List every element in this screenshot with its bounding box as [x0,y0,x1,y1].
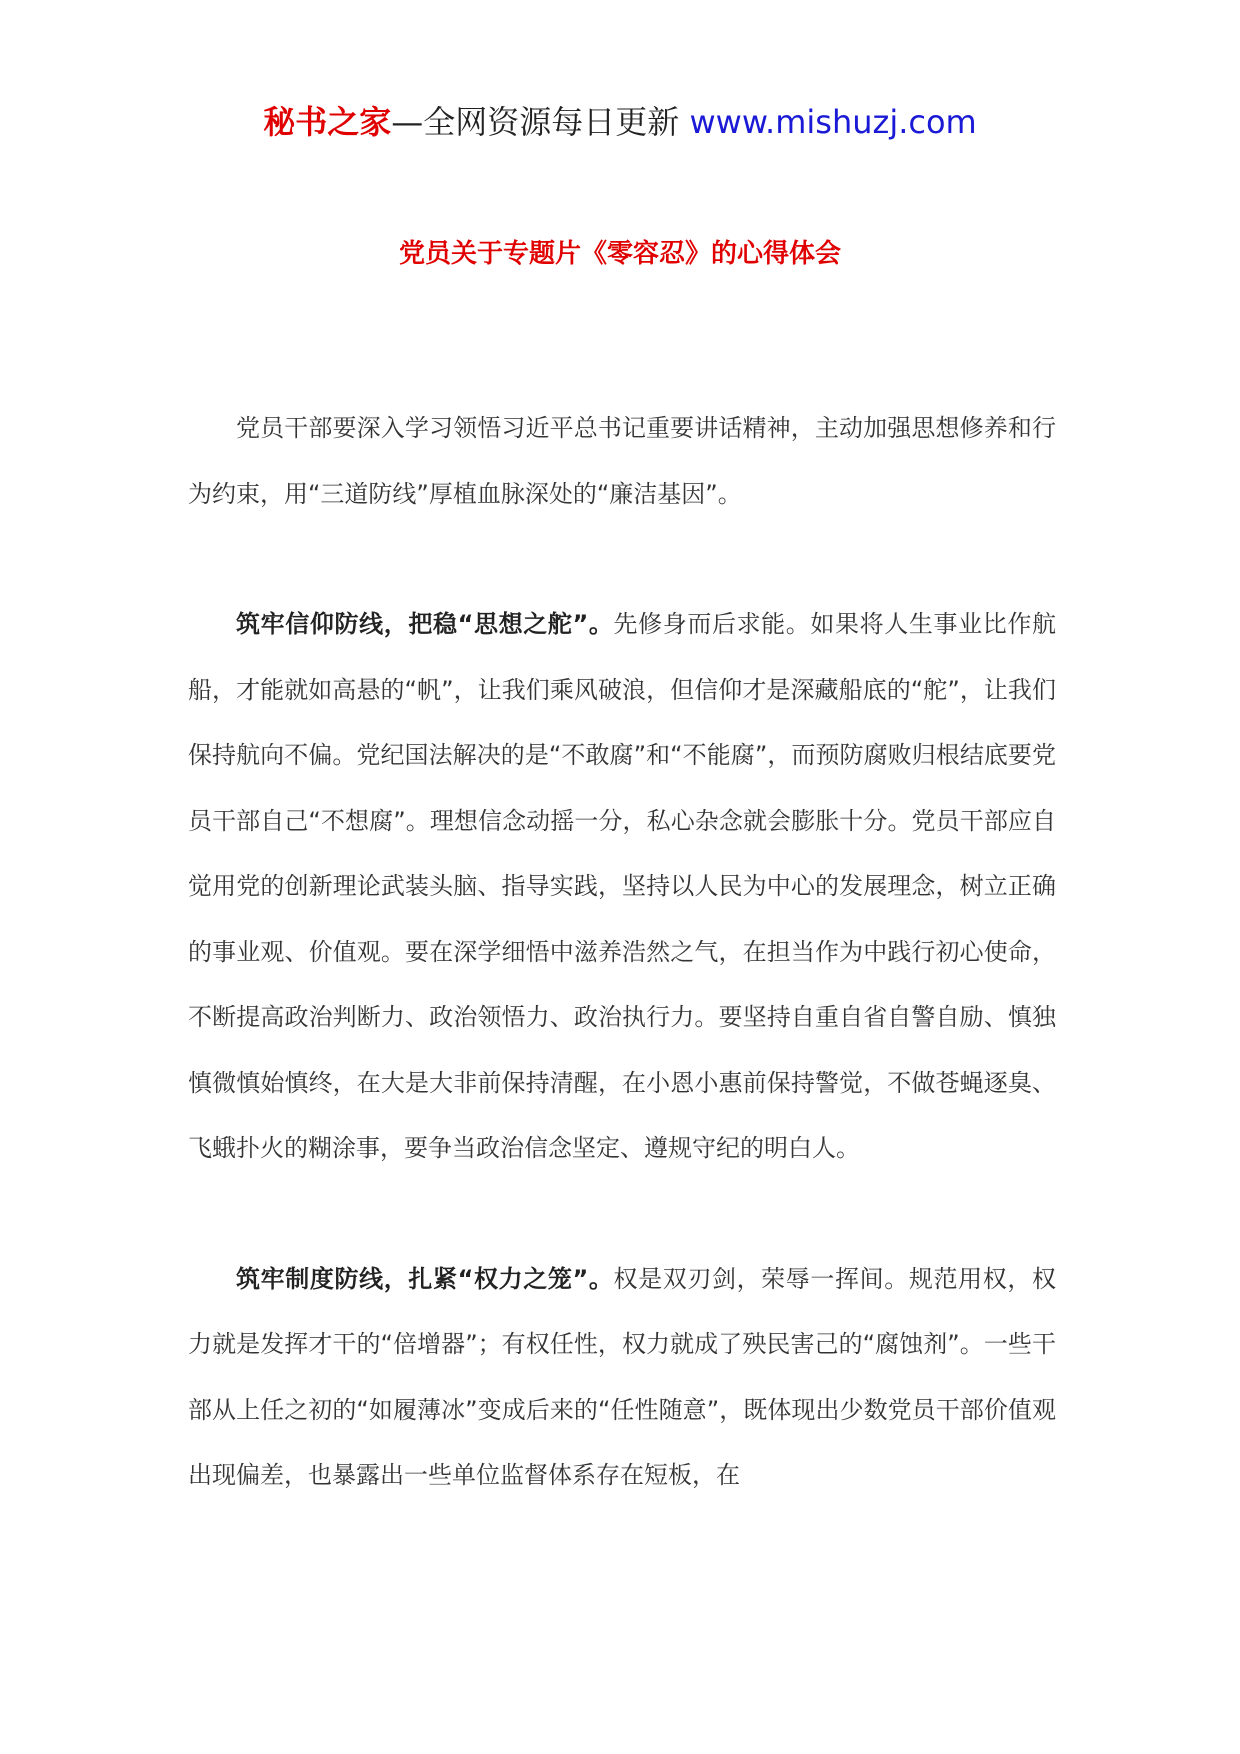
paragraph-belief-defense [188,592,1056,1182]
paragraph-lead: 筑牢信仰防线，把稳“思想之舵”。 [236,610,614,638]
site-url-link[interactable]: www.mishuzj.com [689,103,977,141]
header-tagline: —全网资源每日更新 [391,103,690,141]
paragraph-intro [188,396,1056,527]
document-title: 党员关于专题片《零容忍》的心得体会 [398,239,841,269]
paragraph-lead: 筑牢制度防线，扎紧“权力之笼”。 [236,1264,614,1293]
paragraph-text: 先修身而后求能。如果将人生事业比作航船，才能就如高悬的“帆”，让我们乘风破浪，但信仰才是深藏船底的“舵”，让我们保持航向不偏。党纪国法解决的是“不敢腐”和“不能腐”，而预防腐败归根结底要党员干部自己“不想腐”。理想信念动摇一分，私心杂念就会膨胀十分。党员干部应自觉用党的创新理论武装头脑、指导实践，坚持以人民为中心的发展理念，树立正确的事业观、价值观。要在深学细悟中滋养浩然之气，在担当作为中践行初心使命，不断提高政治判断力、政治领悟力、政治执行力。要坚持自重自省自警自励、慎独慎微慎始慎终，在大是大非前保持清醒，在小恩小惠前保持警觉，不做苍蝇逐臭、飞蛾扑火的糊涂事，要争当政治信念坚定、遵规守纪的明白人。 [188,610,1057,1162]
paragraph-system-defense [188,1247,1056,1509]
paragraph-text: 权是双刃剑，荣辱一挥间。规范用权，权力就是发挥才干的“倍增器”；有权任性，权力就成了殃民害己的“腐蚀剂”。一些干部从上任之初的“如履薄冰”变成后来的“任性随意”，既体现出少数党员干部价值观出现偏差，也暴露出一些单位监督体系存在短板，在 [188,1264,1057,1489]
brand-name: 秘书之家 [263,103,392,141]
paragraph-text: 党员干部要深入学习领悟习近平总书记重要讲话精神，主动加强思想修养和行为约束，用“三道防线”厚植血脉深处的“廉洁基因”。 [188,414,1056,508]
document-body [188,396,1056,1574]
site-header [0,100,1240,144]
